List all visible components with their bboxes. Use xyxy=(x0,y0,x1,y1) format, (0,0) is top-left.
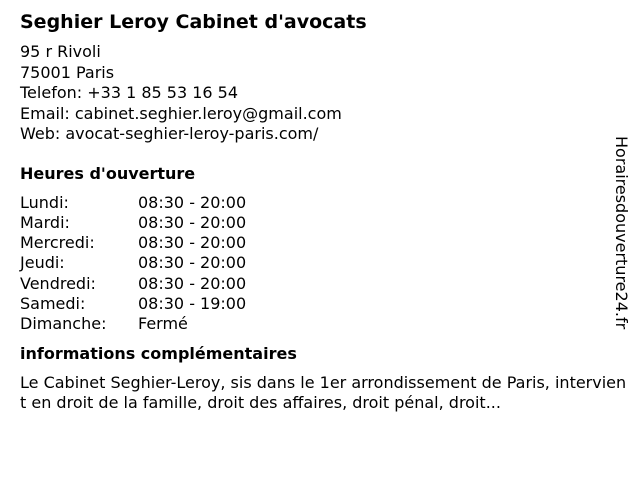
hours-heading: Heures d'ouverture xyxy=(20,163,196,183)
phone-line: Telefon: +33 1 85 53 16 54 xyxy=(20,83,239,102)
hours-row-mardi xyxy=(20,213,620,233)
more-info-heading: informations complémentaires xyxy=(20,343,297,363)
day-label: Mardi: xyxy=(20,212,70,232)
address-street: 95 r Rivoli xyxy=(20,42,101,61)
hours-row-lundi xyxy=(20,193,620,213)
time-value: 08:30 - 19:00 xyxy=(138,293,247,313)
day-label: Lundi: xyxy=(20,192,69,212)
day-label: Vendredi: xyxy=(20,273,96,293)
hours-row-samedi xyxy=(20,294,620,314)
time-value: 08:30 - 20:00 xyxy=(138,212,247,232)
address-city: 75001 Paris xyxy=(20,62,115,82)
time-value: Fermé xyxy=(138,314,188,334)
day-label: Samedi: xyxy=(20,293,86,313)
day-label: Jeudi: xyxy=(20,253,65,273)
time-value: 08:30 - 20:00 xyxy=(138,233,247,253)
site-watermark: Horairesdouverture24.fr xyxy=(612,136,631,330)
hours-table xyxy=(20,193,620,335)
time-value: 08:30 - 20:00 xyxy=(138,273,247,293)
email-line: Email: cabinet.seghier.leroy@gmail.com xyxy=(20,103,342,123)
business-title: Seghier Leroy Cabinet d'avocats xyxy=(20,11,367,33)
more-info-text: Le Cabinet Seghier-Leroy, sis dans le 1er arrondissement de Paris, intervient en droit de la famille, droit des affaires, droit pénal, droit... xyxy=(20,372,627,413)
hours-row-vendredi xyxy=(20,274,620,294)
hours-row-mercredi xyxy=(20,233,620,253)
web-line: Web: avocat-seghier-leroy-paris.com/ xyxy=(20,124,319,143)
hours-row-jeudi xyxy=(20,253,620,273)
day-label: Mercredi: xyxy=(20,233,95,253)
time-value: 08:30 - 20:00 xyxy=(138,253,247,273)
time-value: 08:30 - 20:00 xyxy=(138,192,247,212)
hours-row-dimanche xyxy=(20,314,620,334)
day-label: Dimanche: xyxy=(20,314,107,334)
